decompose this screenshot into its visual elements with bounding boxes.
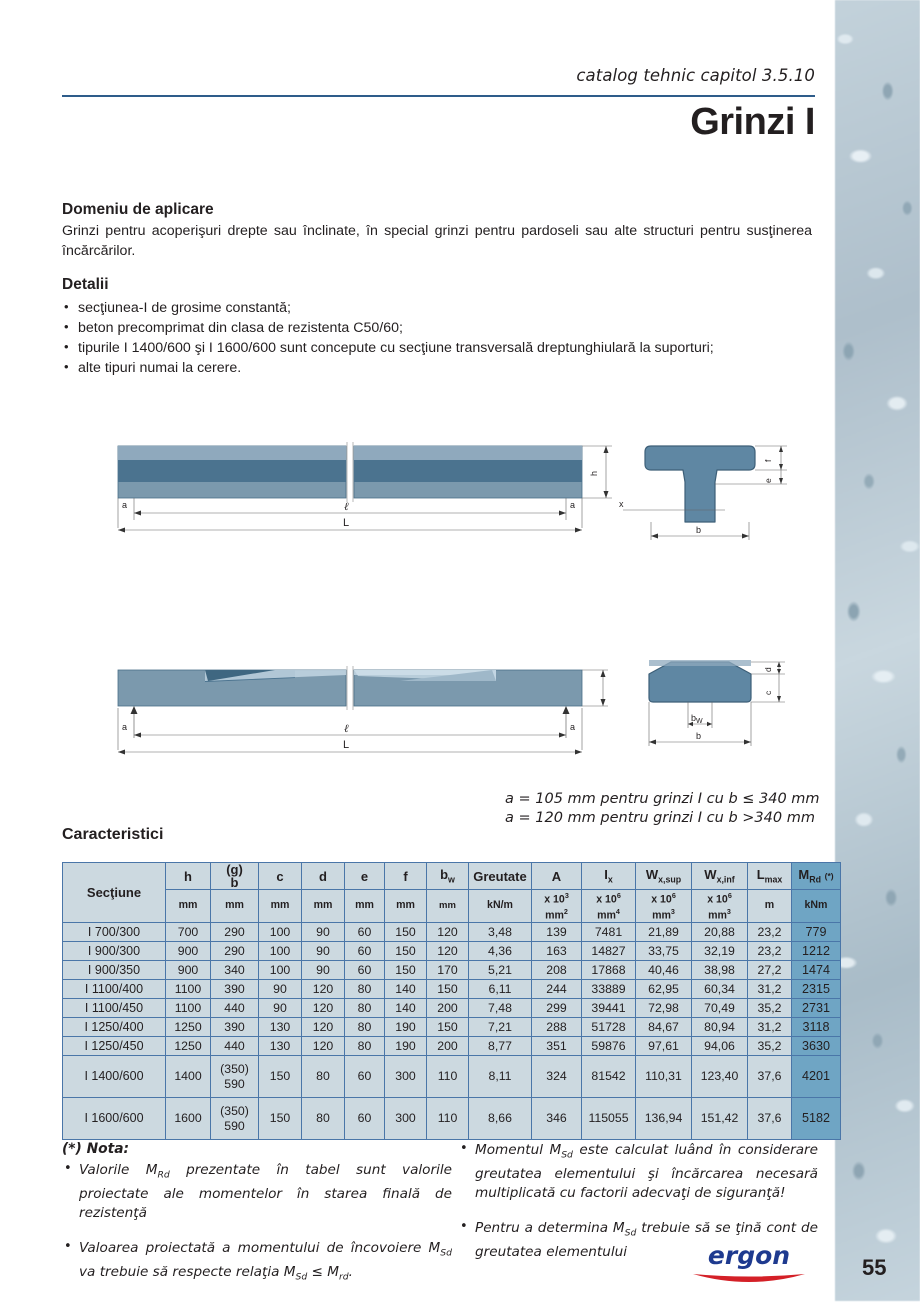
unit-winf-unit-exp: 3 [726,907,731,917]
beam-plan-drawing-tapered [100,650,840,775]
table-cell-d: 90 [302,942,345,961]
table-cell-greutate: 3,48 [469,923,532,942]
table-cell-d: 120 [302,999,345,1018]
col-header-winf-base: W [704,867,717,883]
unit-mrd: kNm [792,890,841,923]
table-cell-Ix: 115055 [582,1098,636,1140]
col-header-wsup-base: W [645,867,659,883]
heading-detalii: Detalii [62,276,109,293]
table-cell-Ix: 81542 [582,1056,636,1098]
table-cell-Ix: 59876 [582,1037,636,1056]
table-cell-bw: 110 [427,1056,469,1098]
table-cell-sectiune: I 1250/450 [63,1037,166,1056]
col-header-lmax [748,863,792,890]
ergon-logo [689,1238,809,1286]
table-cell-winf: 20,88 [692,923,748,942]
table-cell-sectiune: I 900/350 [63,961,166,980]
heading-domeniu-de-aplicare: Domeniu de aplicare [62,201,214,218]
table-cell-b: 290 [211,923,259,942]
col-header-A: A [532,863,582,890]
table-cell-bw: 150 [427,1018,469,1037]
table-cell-mrd: 779 [792,923,841,942]
table-cell-d: 80 [302,1098,345,1140]
table-cell-h: 700 [166,923,211,942]
col-header-wxsup [636,863,692,890]
page-title: Grinzi I [690,101,815,143]
table-cell-winf: 32,19 [692,942,748,961]
support-length-note-line-2: a = 120 mm pentru grinzi I cu b >340 mm [505,810,815,826]
table-cell-e: 80 [345,1018,385,1037]
table-cell-Ix: 17868 [582,961,636,980]
table-cell-winf: 38,98 [692,961,748,980]
decorative-texture-sidebar [835,0,920,1301]
table-cell-mrd: 3118 [792,1018,841,1037]
support-length-note-line-1: a = 105 mm pentru grinzi I cu b ≤ 340 mm [505,791,820,807]
table-cell-A: 299 [532,999,582,1018]
catalog-reference-text: catalog tehnic capitol 3.5.10 [576,66,815,85]
unit-I-base: mm [597,909,616,922]
dimension-label-L-total: L [343,517,350,529]
notes-title: (*) Nota: [62,1141,130,1157]
table-cell-mrd: 4201 [792,1056,841,1098]
unit-b: mm [211,890,259,923]
unit-A-mul: x 10 [544,893,565,906]
dimension-label-bw: $b_W$ [691,713,703,725]
table-cell-sectiune: I 900/300 [63,942,166,961]
unit-c: mm [259,890,302,923]
col-header-I-sub: x [607,874,613,885]
unit-A-base: mm [545,909,564,922]
col-header-d: d [302,863,345,890]
dimension-label-a-left: a [122,500,128,510]
table-cell-A: 244 [532,980,582,999]
col-header-I-base: I [604,867,608,883]
unit-I-unit-exp: 4 [615,907,620,917]
table-cell-b: 440 [211,1037,259,1056]
table-cell-lmax: 35,2 [748,1037,792,1056]
table-cell-lmax: 23,2 [748,942,792,961]
table-row [63,1018,841,1037]
table-cell-h: 1250 [166,1018,211,1037]
table-cell-A: 351 [532,1037,582,1056]
table-cell-e: 60 [345,961,385,980]
table-cell-h: 1100 [166,980,211,999]
table-cell-c: 130 [259,1018,302,1037]
table-cell-d: 120 [302,1018,345,1037]
table-cell-mrd: 2315 [792,980,841,999]
unit-I-exp: 6 [616,891,621,900]
table-cell-d: 120 [302,1037,345,1056]
dimension-label-L-total: L [343,739,350,751]
col-header-Ix [582,863,636,890]
unit-e: mm [345,890,385,923]
table-cell-greutate: 6,11 [469,980,532,999]
table-cell-b: 390 [211,1018,259,1037]
unit-A [532,890,582,923]
unit-winf-mul: x 10 [707,893,728,906]
table-cell-Ix: 7481 [582,923,636,942]
table-cell-f: 140 [385,980,427,999]
unit-A-unit-exp: 2 [563,907,568,917]
dimension-label-f: f [763,459,773,462]
table-cell-greutate: 8,77 [469,1037,532,1056]
table-cell-f: 190 [385,1037,427,1056]
table-cell-bw: 200 [427,1037,469,1056]
col-header-lmax-sub: max [764,874,783,885]
unit-wsup-unit-exp: 3 [670,907,675,917]
table-cell-greutate: 7,48 [469,999,532,1018]
table-cell-wsup: 97,61 [636,1037,692,1056]
table-cell-greutate: 8,66 [469,1098,532,1140]
table-cell-b: (350) 590 [211,1098,259,1140]
table-cell-c: 90 [259,980,302,999]
table-cell-sectiune: I 700/300 [63,923,166,942]
table-cell-c: 100 [259,923,302,942]
table-cell-lmax: 37,6 [748,1098,792,1140]
col-header-bw-sub: w [448,874,455,885]
table-cell-e: 60 [345,1056,385,1098]
table-cell-sectiune: I 1250/400 [63,1018,166,1037]
table-cell-b: 440 [211,999,259,1018]
table-cell-greutate: 5,21 [469,961,532,980]
table-cell-e: 80 [345,999,385,1018]
list-item: • beton precomprimat din clasa de rezistenta C50/60; [62,318,814,338]
dimension-label-l-clear: ℓ [344,723,349,735]
table-row [63,980,841,999]
unit-bw: mm [427,890,469,923]
table-cell-h: 1100 [166,999,211,1018]
dimension-label-e: e [763,478,773,483]
table-cell-h: 1600 [166,1098,211,1140]
table-cell-bw: 120 [427,923,469,942]
table-cell-greutate: 4,36 [469,942,532,961]
specifications-table [62,862,841,1140]
note-item: • Momentul $M_{Sd}$ este calculat luând în considerare greutatea elementului şi încărcarea necesară multiplicată cu factorii adecvaţi de siguranţă! [458,1141,818,1202]
table-cell-e: 60 [345,923,385,942]
table-cell-e: 80 [345,1037,385,1056]
table-cell-h: 900 [166,942,211,961]
unit-f: mm [385,890,427,923]
unit-Ix [582,890,636,923]
col-header-greutate: Greutate [469,863,532,890]
table-cell-f: 300 [385,1098,427,1140]
col-header-e: e [345,863,385,890]
table-cell-winf: 123,40 [692,1056,748,1098]
table-cell-wsup: 21,89 [636,923,692,942]
table-cell-e: 80 [345,980,385,999]
dimension-label-b: b [696,525,702,535]
header-divider-rule [62,95,815,97]
table-cell-mrd: 3630 [792,1037,841,1056]
heading-caracteristici: Caracteristici [62,826,164,843]
table-row [63,1098,841,1140]
dimension-label-a-left: a [122,722,128,732]
support-length-note [505,790,820,828]
table-cell-winf: 80,94 [692,1018,748,1037]
table-cell-winf: 60,34 [692,980,748,999]
table-cell-bw: 120 [427,942,469,961]
table-cell-f: 140 [385,999,427,1018]
table-cell-Ix: 51728 [582,1018,636,1037]
table-cell-f: 190 [385,1018,427,1037]
col-header-bw [427,863,469,890]
dimension-label-c: c [763,690,773,695]
table-cell-h: 1250 [166,1037,211,1056]
col-header-wxinf [692,863,748,890]
col-header-c: c [259,863,302,890]
col-header-wsup-sub: x,sup [658,874,682,885]
table-cell-wsup: 110,31 [636,1056,692,1098]
table-cell-c: 150 [259,1098,302,1140]
table-cell-h: 1400 [166,1056,211,1098]
table-cell-wsup: 40,46 [636,961,692,980]
table-cell-wsup: 136,94 [636,1098,692,1140]
unit-lmax: m [748,890,792,923]
table-cell-b: (350) 590 [211,1056,259,1098]
dimension-label-l-clear: ℓ [344,501,349,513]
note-item: • Valorile $M_{Rd}$ prezentate în tabel sunt valorile proiectate ale momentelor în starea finală de rezistenţă [62,1161,452,1222]
table-cell-Ix: 14827 [582,942,636,961]
col-header-lmax-base: L [756,867,765,883]
table-cell-f: 300 [385,1056,427,1098]
table-row [63,961,841,980]
table-cell-Ix: 33889 [582,980,636,999]
col-header-mrd-sub: Rd [809,874,821,885]
table-body [63,923,841,1140]
table-cell-bw: 170 [427,961,469,980]
table-cell-wsup: 84,67 [636,1018,692,1037]
note-item: • Valoarea proiectată a momentului de încovoiere $M_{Sd}$ va trebuie să respecte relaţia $M_{Sd} \le M_{rd}$. [62,1239,452,1287]
table-cell-mrd: 2731 [792,999,841,1018]
unit-h: mm [166,890,211,923]
unit-winf-exp: 6 [727,891,732,900]
table-cell-h: 900 [166,961,211,980]
dimension-label-a-right: a [570,500,576,510]
table-cell-d: 80 [302,1056,345,1098]
cross-section-rect-shape [649,662,751,702]
table-cell-bw: 200 [427,999,469,1018]
unit-winf-base: mm [708,909,727,922]
table-cell-wsup: 62,95 [636,980,692,999]
dimension-label-b: b [696,731,702,741]
unit-wsup-mul: x 10 [651,893,672,906]
domeniu-body-text: Grinzi pentru acoperişuri drepte sau înclinate, în special grinzi pentru pardoseli sau alte structuri pentru susţinerea încărcărilor. [62,223,812,259]
unit-d: mm [302,890,345,923]
unit-A-exp: 3 [564,891,569,900]
table-cell-winf: 70,49 [692,999,748,1018]
table-cell-sectiune: I 1600/600 [63,1098,166,1140]
table-cell-lmax: 31,2 [748,1018,792,1037]
table-cell-A: 324 [532,1056,582,1098]
table-cell-greutate: 7,21 [469,1018,532,1037]
table-cell-sectiune: I 1100/450 [63,999,166,1018]
ergon-logo-swoosh [693,1274,805,1282]
table-cell-lmax: 37,6 [748,1056,792,1098]
table-cell-greutate: 8,11 [469,1056,532,1098]
dimension-label-d: d [763,667,773,672]
col-header-sectiune: Secţiune [63,863,166,923]
notes-column-left [62,1161,452,1305]
table-cell-A: 288 [532,1018,582,1037]
table-cell-mrd: 1212 [792,942,841,961]
table-cell-c: 130 [259,1037,302,1056]
unit-wxsup [636,890,692,923]
unit-wxinf [692,890,748,923]
col-header-bw-base: b [440,867,449,883]
table-cell-lmax: 27,2 [748,961,792,980]
table-cell-d: 90 [302,923,345,942]
unit-wsup-exp: 6 [671,891,676,900]
table-cell-d: 90 [302,961,345,980]
table-cell-c: 100 [259,961,302,980]
table-cell-Ix: 39441 [582,999,636,1018]
ergon-logo-wordmark: ergon [707,1241,791,1270]
table-cell-bw: 150 [427,980,469,999]
table-header-row-symbols [63,863,841,890]
col-header-h: h [166,863,211,890]
table-cell-d: 120 [302,980,345,999]
page-number: 55 [862,1255,887,1280]
col-header-mrd-base: M [798,867,810,883]
unit-greutate: kN/m [469,890,532,923]
table-cell-c: 90 [259,999,302,1018]
col-header-f: f [385,863,427,890]
col-header-g-label: (g) [226,862,243,877]
col-header-mrd [792,863,841,890]
table-cell-f: 150 [385,923,427,942]
beam-elevation-drawing-constant-depth [100,428,840,553]
table-cell-e: 60 [345,942,385,961]
unit-wsup-base: mm [652,909,671,922]
dimension-label-h: h [589,470,599,476]
table-cell-f: 150 [385,942,427,961]
table-row [63,942,841,961]
table-cell-A: 139 [532,923,582,942]
col-header-mrd-note: (*) [824,871,834,882]
list-item: • alte tipuri numai la cerere. [62,358,814,378]
table-cell-c: 100 [259,942,302,961]
table-head [63,863,841,923]
table-cell-b: 340 [211,961,259,980]
table-cell-winf: 151,42 [692,1098,748,1140]
table-row [63,923,841,942]
detalii-bullet-list [62,298,814,378]
col-header-b-label: b [230,875,239,890]
table-row [63,1056,841,1098]
table-cell-winf: 94,06 [692,1037,748,1056]
table-cell-sectiune: I 1100/400 [63,980,166,999]
table-cell-c: 150 [259,1056,302,1098]
col-header-g-b [211,863,259,890]
table-cell-sectiune: I 1400/600 [63,1056,166,1098]
table-cell-b: 290 [211,942,259,961]
table-cell-lmax: 35,2 [748,999,792,1018]
note-item: • Pentru a determina $M_{Sd}$ trebuie să se ţină cont de greutatea elementului [458,1219,818,1262]
axis-label-x: x [619,499,624,509]
table-cell-A: 208 [532,961,582,980]
col-header-winf-sub: x,inf [716,874,735,885]
dimension-label-a-right: a [570,722,576,732]
table-cell-mrd: 1474 [792,961,841,980]
table-cell-lmax: 31,2 [748,980,792,999]
table-cell-e: 60 [345,1098,385,1140]
list-item: • secţiunea-I de grosime constantă; [62,298,814,318]
table-cell-wsup: 33,75 [636,942,692,961]
table-cell-A: 163 [532,942,582,961]
table-cell-b: 390 [211,980,259,999]
table-row [63,1037,841,1056]
unit-I-mul: x 10 [596,893,617,906]
table-cell-lmax: 23,2 [748,923,792,942]
table-cell-bw: 110 [427,1098,469,1140]
table-header-row-units [63,890,841,923]
table-row [63,999,841,1018]
list-item: • tipurile I 1400/600 şi I 1600/600 sunt concepute cu secţiune transversală dreptunghiulară la suporturi; [62,338,814,358]
table-cell-wsup: 72,98 [636,999,692,1018]
table-cell-A: 346 [532,1098,582,1140]
table-cell-mrd: 5182 [792,1098,841,1140]
table-cell-f: 150 [385,961,427,980]
